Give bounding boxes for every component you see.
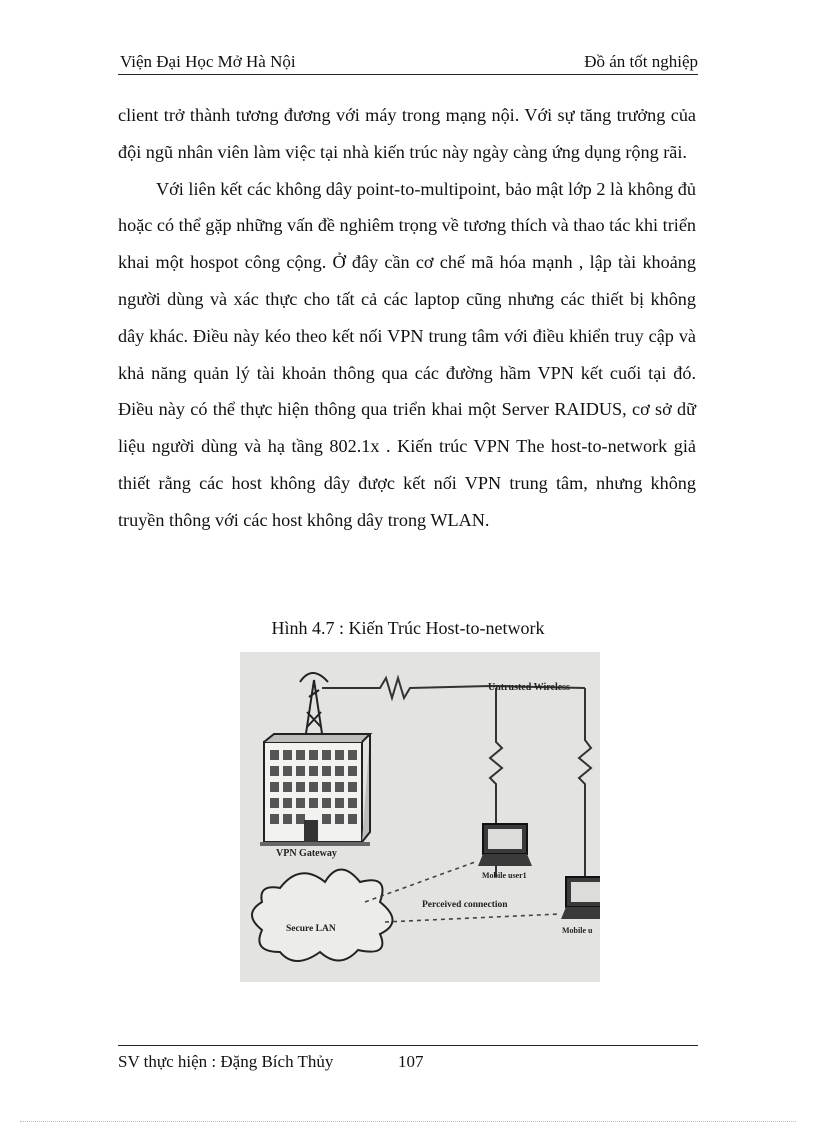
header-document-type: Đồ án tốt nghiệp	[584, 52, 698, 71]
laptop-mobile-user1-icon	[478, 824, 532, 866]
paragraph-2: Với liên kết các không dây point-to-multipoint, bảo mật lớp 2 là không đủ hoặc có thể gặp những vấn đề nghiêm trọng về tương thích và thao tác khi triển khai một hospot công cộng. Ở đây cần cơ chế mã hóa mạnh , lập tài khoảng người dùng và xác thực cho tất cả các laptop cũng nhưng các thiết bị không dây khác. Điều này kéo theo kết nối VPN trung tâm với điều khiển truy cập và khả năng quản lý tài khoản thông qua các đường hầm VPN kết cuối tại đó. Điều này có thể thực hiện thông qua triển khai một Server RAIDUS, cơ sở dữ liệu người dùng và hạ tầng 802.1x . Kiến trúc VPN The host-to-network giả thiết rằng các host không dây được kết nối VPN trung tâm, nhưng không truyền thông với các host không dây trong WLAN.	[118, 178, 696, 530]
footer-divider	[118, 1045, 698, 1046]
footer-student: SV thực hiện : Đặng Bích Thủy	[118, 1052, 334, 1071]
network-diagram-svg	[240, 652, 600, 982]
page-number: 107	[398, 1052, 424, 1071]
label-perceived-connection: Perceived connection	[422, 900, 508, 910]
label-mobile-user2: Mobile u	[562, 926, 593, 935]
paragraph-1: client trở thành tương đương với máy trong mạng nội. Với sự tăng trưởng của đội ngũ nhân viên làm việc tại nhà kiến trúc này ngày càng ứng dụng rộng rãi.	[118, 105, 696, 162]
body-text	[118, 97, 696, 539]
figure-caption: Hình 4.7 : Kiến Trúc Host-to-network	[271, 618, 545, 638]
vpn-gateway-building-icon	[260, 734, 370, 846]
header-institution: Viện Đại Học Mở Hà Nội	[120, 52, 296, 71]
label-untrusted-wireless: Untrusted Wireless	[488, 682, 570, 693]
label-secure-lan: Secure LAN	[286, 924, 336, 934]
network-diagram	[240, 652, 600, 982]
page-bottom-edge	[20, 1121, 796, 1122]
laptop-mobile-user2-icon	[561, 877, 600, 919]
label-vpn-gateway: VPN Gateway	[276, 848, 337, 859]
label-mobile-user1: Mobile user1	[482, 871, 527, 880]
page-header	[118, 50, 698, 75]
